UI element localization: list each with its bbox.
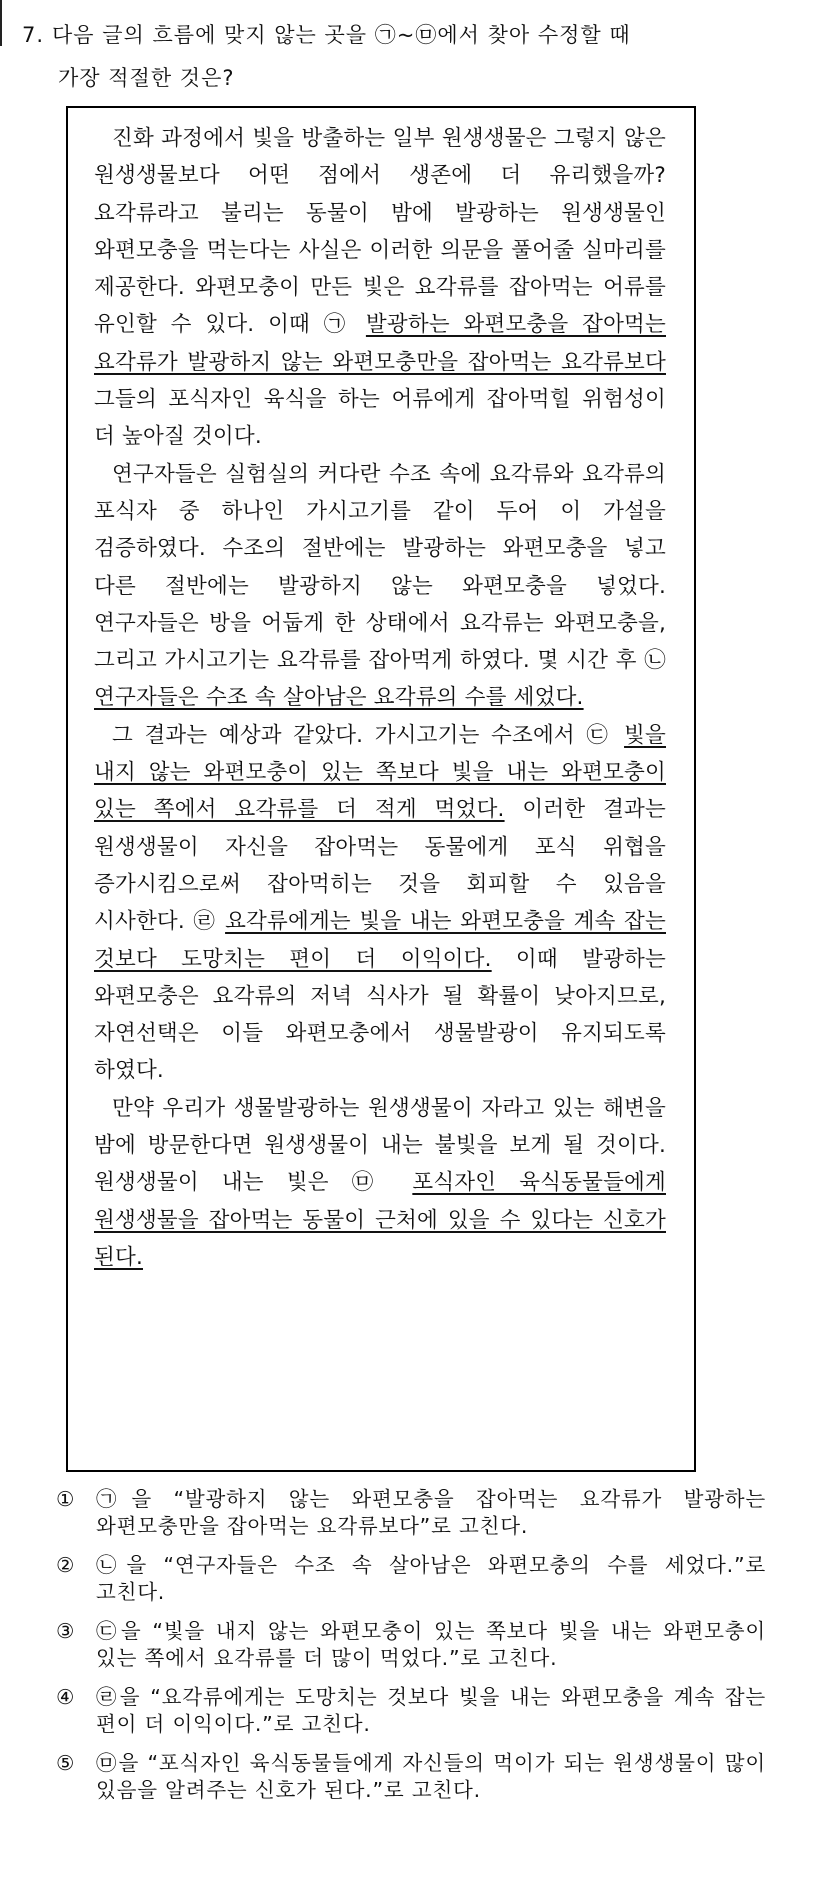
passage-paragraph-2 [94, 456, 666, 717]
option-2[interactable] [56, 1552, 766, 1605]
p3-text-c: 이때 발광하는 와편모충은 요각류의 저녁 식사가 될 확률이 낮아지므로, 자연선택은 이들 와편모충에서 생물발광이 유지되도록 하였다. [94, 946, 666, 1084]
p1-text-b: 그들의 포식자인 육식을 하는 어류에게 잡아먹힐 위험성이 더 높아질 것이다. [94, 387, 666, 450]
underlined-b: 연구자들은 수조 속 살아남은 요각류의 수를 세었다. [94, 685, 584, 711]
option-number: ⑤ [56, 1751, 76, 1775]
option-text: ㉣을 “요각류에게는 도망치는 것보다 빛을 내는 와편모충을 계속 잡는 편이 더 이익이다.”로 고친다. [96, 1685, 766, 1736]
p4-text-a: 만약 우리가 생물발광하는 원생생물이 자라고 있는 해변을 밤에 방문한다면 원생생물이 내는 불빛을 보게 될 것이다. 원생생물이 내는 빛은 ㉤ [94, 1095, 666, 1196]
answer-options [56, 1486, 766, 1816]
passage-box [66, 106, 696, 1472]
p1-text-a: 진화 과정에서 빛을 방출하는 일부 원생생물은 그렇지 않은 원생생물보다 어떤 점에서 생존에 더 유리했을까? 요각류라고 불리는 동물이 밤에 발광하는 원생생물인 와편모충을 먹는다는 사실은 이러한 의문을 풀어줄 실마리를 제공한다. 와편모충이 만든 빛은 요각류를 잡아먹는 어류를 유인할 수 있다. 이때 ㉠ [94, 126, 666, 338]
option-number: ① [56, 1487, 76, 1511]
passage-paragraph-4 [94, 1090, 666, 1276]
passage-paragraph-3 [94, 717, 666, 1090]
option-number: ④ [56, 1685, 76, 1709]
p3-text-b: 이러한 결과는 원생생물이 자신을 잡아먹는 동물에게 포식 위협을 증가시킴으로써 잡아먹히는 것을 회피할 수 있음을 시사한다. ㉣ [94, 797, 666, 935]
option-text: ㉢을 “빛을 내지 않는 와편모충이 있는 쪽보다 빛을 내는 와편모충이 있는 쪽에서 요각류를 더 많이 먹었다.”로 고친다. [96, 1619, 766, 1670]
option-4[interactable] [56, 1684, 766, 1737]
question-line-1 [22, 14, 802, 57]
underlined-d: 요각류에게는 빛을 내는 와편모충을 계속 잡는 것보다 도망치는 편이 더 이익이다. [94, 909, 666, 972]
option-3[interactable] [56, 1618, 766, 1671]
option-1[interactable] [56, 1486, 766, 1539]
option-text: ㉡을 “연구자들은 수조 속 살아남은 와편모충의 수를 세었다.”로 고친다. [96, 1553, 766, 1604]
option-number: ② [56, 1553, 76, 1577]
option-text: ㉠을 “발광하지 않는 와편모충을 잡아먹는 요각류가 발광하는 와편모충만을 잡아먹는 요각류보다”로 고친다. [96, 1487, 766, 1538]
question-text-2: 가장 적절한 것은? [58, 66, 235, 90]
passage-paragraph-1 [94, 120, 666, 456]
option-text: ㉤을 “포식자인 육식동물들에게 자신들의 먹이가 되는 원생생물이 많이 있음을 알려주는 신호가 된다.”로 고친다. [96, 1751, 766, 1802]
p2-text-a: 연구자들은 실험실의 커다란 수조 속에 요각류와 요각류의 포식자 중 하나인 가시고기를 같이 두어 이 가설을 검증하였다. 수조의 절반에는 발광하는 와편모충을 넣고 다른 절반에는 발광하지 않는 와편모충을 넣었다. 연구자들은 방을 어둡게 한 상태에서 요각류는 와편모충을, 그리고 가시고기는 요각류를 잡아먹게 하였다. 몇 시간 후 ㉡ [94, 461, 666, 674]
underlined-c: 빛을 내지 않는 와편모충이 있는 쪽보다 빛을 내는 와편모충이 있는 쪽에서 요각류를 더 적게 먹었다. [94, 722, 666, 823]
option-number: ③ [56, 1619, 76, 1643]
margin-line [0, 0, 2, 46]
option-5[interactable] [56, 1750, 766, 1803]
question-stem [22, 14, 802, 100]
question-text-1: 다음 글의 흐름에 맞지 않는 곳을 ㉠~㉤에서 찾아 수정할 때 [52, 23, 631, 47]
underlined-a: 발광하는 와편모충을 잡아먹는 요각류가 발광하지 않는 와편모충만을 잡아먹는 요각류보다 [94, 312, 666, 375]
underlined-e: 포식자인 육식동물들에게 원생생물을 잡아먹는 동물이 근처에 있을 수 있다는 신호가 된다. [94, 1170, 666, 1270]
question-number: 7. [22, 23, 45, 47]
p3-text-a: 그 결과는 예상과 같았다. 가시고기는 수조에서 ㉢ [112, 722, 625, 748]
